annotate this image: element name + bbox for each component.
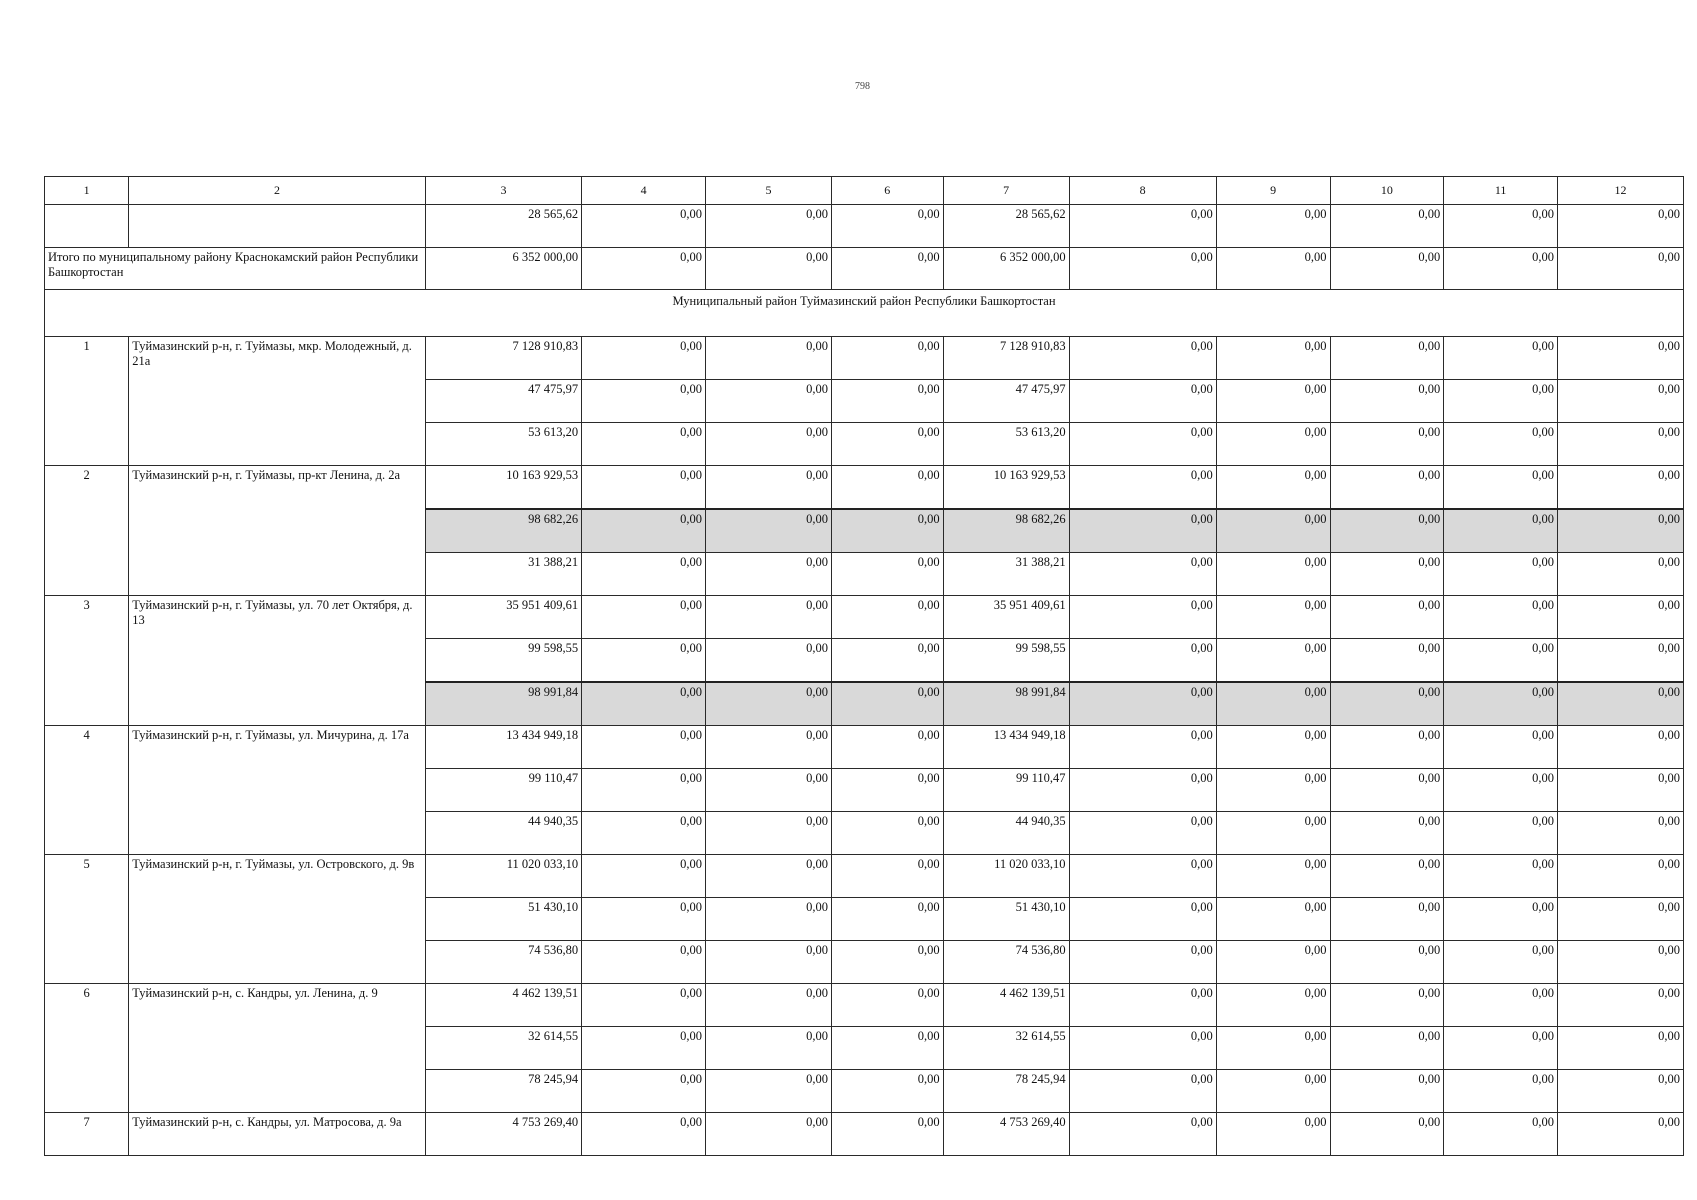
value-cell: 0,00 — [831, 1113, 943, 1156]
value-cell: 0,00 — [1444, 682, 1558, 726]
value-cell: 0,00 — [582, 596, 706, 639]
value-cell: 0,00 — [1069, 337, 1216, 380]
row-number-cell: 6 — [45, 984, 129, 1113]
table-row — [45, 466, 1684, 510]
address-cell: Туймазинский р-н, г. Туймазы, ул. Мичурина, д. 17а — [129, 726, 426, 855]
value-cell: 0,00 — [1558, 812, 1684, 855]
value-cell: 0,00 — [1216, 898, 1330, 941]
value-cell: 0,00 — [1444, 509, 1558, 553]
value-cell: 0,00 — [831, 1070, 943, 1113]
value-cell: 0,00 — [1069, 248, 1216, 290]
value-cell: 0,00 — [1558, 855, 1684, 898]
value-cell: 0,00 — [1444, 596, 1558, 639]
value-cell: 0,00 — [706, 1027, 832, 1070]
value-cell: 0,00 — [1444, 553, 1558, 596]
value-cell: 0,00 — [1216, 639, 1330, 683]
value-cell: 0,00 — [1069, 553, 1216, 596]
value-cell: 0,00 — [1330, 553, 1444, 596]
column-header: 1 — [45, 177, 129, 205]
value-cell: 0,00 — [1558, 639, 1684, 683]
value-cell: 98 991,84 — [425, 682, 581, 726]
value-cell: 0,00 — [706, 726, 832, 769]
value-cell: 0,00 — [582, 248, 706, 290]
value-cell: 99 598,55 — [425, 639, 581, 683]
value-cell: 0,00 — [582, 205, 706, 248]
value-cell: 0,00 — [1444, 855, 1558, 898]
value-cell: 0,00 — [1216, 248, 1330, 290]
table-row — [45, 596, 1684, 639]
value-cell: 0,00 — [831, 509, 943, 553]
value-cell: 0,00 — [1558, 509, 1684, 553]
data-table — [44, 176, 1684, 1156]
value-cell: 0,00 — [1216, 1027, 1330, 1070]
value-cell: 0,00 — [1558, 984, 1684, 1027]
value-cell: 0,00 — [1444, 639, 1558, 683]
value-cell: 0,00 — [582, 1027, 706, 1070]
row-number-cell: 4 — [45, 726, 129, 855]
district-total-label: Итого по муниципальному району Краснокамский район Республики Башкортостан — [45, 248, 426, 290]
value-cell: 0,00 — [582, 984, 706, 1027]
value-cell: 28 565,62 — [943, 205, 1069, 248]
value-cell: 74 536,80 — [425, 941, 581, 984]
value-cell: 99 598,55 — [943, 639, 1069, 683]
value-cell: 0,00 — [1216, 509, 1330, 553]
value-cell: 0,00 — [1330, 466, 1444, 510]
value-cell: 0,00 — [582, 639, 706, 683]
value-cell: 0,00 — [831, 941, 943, 984]
address-cell: Туймазинский р-н, г. Туймазы, ул. 70 лет Октября, д. 13 — [129, 596, 426, 726]
value-cell: 0,00 — [1558, 423, 1684, 466]
value-cell: 53 613,20 — [943, 423, 1069, 466]
carry-over-row — [45, 205, 1684, 248]
value-cell: 51 430,10 — [425, 898, 581, 941]
value-cell: 0,00 — [1330, 509, 1444, 553]
value-cell: 0,00 — [831, 337, 943, 380]
value-cell: 0,00 — [1330, 380, 1444, 423]
value-cell: 78 245,94 — [943, 1070, 1069, 1113]
value-cell: 0,00 — [1444, 337, 1558, 380]
value-cell: 0,00 — [1216, 769, 1330, 812]
value-cell: 0,00 — [706, 248, 832, 290]
value-cell: 0,00 — [1330, 639, 1444, 683]
value-cell: 0,00 — [582, 941, 706, 984]
value-cell: 0,00 — [706, 812, 832, 855]
value-cell: 11 020 033,10 — [425, 855, 581, 898]
value-cell: 0,00 — [1558, 769, 1684, 812]
column-header: 3 — [425, 177, 581, 205]
value-cell: 0,00 — [1216, 1070, 1330, 1113]
value-cell: 0,00 — [1558, 898, 1684, 941]
value-cell: 0,00 — [1444, 984, 1558, 1027]
value-cell: 0,00 — [1558, 248, 1684, 290]
value-cell: 0,00 — [1330, 337, 1444, 380]
value-cell: 0,00 — [1330, 984, 1444, 1027]
value-cell: 32 614,55 — [943, 1027, 1069, 1070]
value-cell: 10 163 929,53 — [425, 466, 581, 510]
value-cell: 0,00 — [1558, 337, 1684, 380]
value-cell: 0,00 — [1558, 596, 1684, 639]
value-cell: 0,00 — [1216, 553, 1330, 596]
value-cell: 0,00 — [831, 682, 943, 726]
value-cell: 0,00 — [1069, 466, 1216, 510]
value-cell: 0,00 — [1330, 423, 1444, 466]
value-cell: 0,00 — [1330, 596, 1444, 639]
column-header: 5 — [706, 177, 832, 205]
value-cell: 0,00 — [1444, 466, 1558, 510]
value-cell: 0,00 — [1216, 1113, 1330, 1156]
value-cell: 0,00 — [1216, 596, 1330, 639]
value-cell: 7 128 910,83 — [425, 337, 581, 380]
value-cell: 98 682,26 — [943, 509, 1069, 553]
value-cell: 0,00 — [1216, 337, 1330, 380]
value-cell: 0,00 — [831, 855, 943, 898]
value-cell: 0,00 — [582, 769, 706, 812]
value-cell: 98 682,26 — [425, 509, 581, 553]
value-cell: 0,00 — [706, 941, 832, 984]
value-cell: 0,00 — [1444, 205, 1558, 248]
value-cell: 0,00 — [831, 639, 943, 683]
value-cell: 0,00 — [831, 248, 943, 290]
value-cell: 4 753 269,40 — [943, 1113, 1069, 1156]
value-cell: 0,00 — [1069, 1113, 1216, 1156]
row-number-cell: 3 — [45, 596, 129, 726]
value-cell: 0,00 — [706, 682, 832, 726]
value-cell: 28 565,62 — [425, 205, 581, 248]
value-cell: 0,00 — [1444, 941, 1558, 984]
row-number-cell: 7 — [45, 1113, 129, 1156]
value-cell: 0,00 — [706, 380, 832, 423]
value-cell: 4 753 269,40 — [425, 1113, 581, 1156]
value-cell: 0,00 — [706, 769, 832, 812]
value-cell: 0,00 — [1069, 509, 1216, 553]
value-cell: 0,00 — [1330, 726, 1444, 769]
value-cell: 0,00 — [1216, 682, 1330, 726]
value-cell: 0,00 — [1069, 812, 1216, 855]
value-cell: 0,00 — [1558, 726, 1684, 769]
value-cell: 0,00 — [1558, 682, 1684, 726]
value-cell: 32 614,55 — [425, 1027, 581, 1070]
value-cell: 0,00 — [1069, 726, 1216, 769]
value-cell: 10 163 929,53 — [943, 466, 1069, 510]
value-cell: 0,00 — [582, 337, 706, 380]
value-cell: 0,00 — [1558, 553, 1684, 596]
address-cell: Туймазинский р-н, г. Туймазы, мкр. Молодежный, д. 21а — [129, 337, 426, 466]
section-header-row — [45, 290, 1684, 337]
value-cell: 0,00 — [1216, 812, 1330, 855]
value-cell: 99 110,47 — [425, 769, 581, 812]
district-total-row — [45, 248, 1684, 290]
column-header: 2 — [129, 177, 426, 205]
value-cell: 51 430,10 — [943, 898, 1069, 941]
value-cell: 0,00 — [582, 898, 706, 941]
value-cell: 0,00 — [831, 423, 943, 466]
value-cell: 0,00 — [1444, 423, 1558, 466]
column-header: 7 — [943, 177, 1069, 205]
column-header: 10 — [1330, 177, 1444, 205]
value-cell: 0,00 — [831, 380, 943, 423]
column-header: 6 — [831, 177, 943, 205]
row-number-cell: 1 — [45, 337, 129, 466]
value-cell: 0,00 — [1444, 726, 1558, 769]
value-cell: 0,00 — [1444, 769, 1558, 812]
value-cell: 0,00 — [1216, 984, 1330, 1027]
value-cell: 0,00 — [1330, 1027, 1444, 1070]
column-header: 8 — [1069, 177, 1216, 205]
value-cell: 0,00 — [1558, 941, 1684, 984]
value-cell: 0,00 — [582, 855, 706, 898]
table-row — [45, 855, 1684, 898]
value-cell: 0,00 — [1216, 941, 1330, 984]
value-cell: 0,00 — [706, 984, 832, 1027]
value-cell: 0,00 — [1069, 639, 1216, 683]
value-cell: 47 475,97 — [943, 380, 1069, 423]
value-cell: 0,00 — [1558, 1113, 1684, 1156]
table-body — [45, 177, 1684, 1156]
value-cell: 0,00 — [1558, 466, 1684, 510]
value-cell: 0,00 — [1216, 380, 1330, 423]
value-cell: 31 388,21 — [425, 553, 581, 596]
value-cell: 13 434 949,18 — [425, 726, 581, 769]
value-cell: 0,00 — [1330, 1113, 1444, 1156]
value-cell: 0,00 — [706, 1070, 832, 1113]
value-cell: 0,00 — [1558, 380, 1684, 423]
value-cell: 0,00 — [1330, 855, 1444, 898]
value-cell: 6 352 000,00 — [425, 248, 581, 290]
column-header: 12 — [1558, 177, 1684, 205]
value-cell: 0,00 — [1444, 1070, 1558, 1113]
row-number-cell: 2 — [45, 466, 129, 596]
value-cell: 4 462 139,51 — [425, 984, 581, 1027]
value-cell: 0,00 — [831, 812, 943, 855]
value-cell: 0,00 — [1216, 855, 1330, 898]
address-cell: Туймазинский р-н, г. Туймазы, пр-кт Ленина, д. 2а — [129, 466, 426, 596]
value-cell: 98 991,84 — [943, 682, 1069, 726]
table-row — [45, 984, 1684, 1027]
value-cell: 0,00 — [1444, 812, 1558, 855]
value-cell: 74 536,80 — [943, 941, 1069, 984]
value-cell: 0,00 — [1330, 941, 1444, 984]
value-cell: 11 020 033,10 — [943, 855, 1069, 898]
value-cell: 0,00 — [1330, 898, 1444, 941]
address-cell: Туймазинский р-н, с. Кандры, ул. Матросова, д. 9а — [129, 1113, 426, 1156]
value-cell: 78 245,94 — [425, 1070, 581, 1113]
value-cell: 0,00 — [831, 769, 943, 812]
value-cell: 0,00 — [1069, 596, 1216, 639]
value-cell: 0,00 — [831, 596, 943, 639]
value-cell: 0,00 — [1069, 769, 1216, 812]
table-row — [45, 1113, 1684, 1156]
value-cell: 7 128 910,83 — [943, 337, 1069, 380]
value-cell: 0,00 — [706, 205, 832, 248]
value-cell: 4 462 139,51 — [943, 984, 1069, 1027]
value-cell: 44 940,35 — [943, 812, 1069, 855]
value-cell: 6 352 000,00 — [943, 248, 1069, 290]
value-cell: 0,00 — [582, 1070, 706, 1113]
value-cell: 0,00 — [1069, 205, 1216, 248]
value-cell: 0,00 — [831, 984, 943, 1027]
value-cell: 0,00 — [1069, 1070, 1216, 1113]
value-cell: 0,00 — [582, 812, 706, 855]
value-cell: 0,00 — [582, 682, 706, 726]
value-cell: 0,00 — [1330, 812, 1444, 855]
value-cell: 0,00 — [1444, 248, 1558, 290]
value-cell: 0,00 — [582, 466, 706, 510]
empty-cell — [45, 205, 129, 248]
value-cell: 0,00 — [1444, 898, 1558, 941]
value-cell: 47 475,97 — [425, 380, 581, 423]
address-cell: Туймазинский р-н, с. Кандры, ул. Ленина, д. 9 — [129, 984, 426, 1113]
value-cell: 0,00 — [831, 898, 943, 941]
value-cell: 35 951 409,61 — [425, 596, 581, 639]
row-number-cell: 5 — [45, 855, 129, 984]
column-header: 11 — [1444, 177, 1558, 205]
value-cell: 0,00 — [1330, 682, 1444, 726]
value-cell: 0,00 — [1069, 941, 1216, 984]
column-header: 9 — [1216, 177, 1330, 205]
value-cell: 0,00 — [582, 423, 706, 466]
value-cell: 0,00 — [831, 726, 943, 769]
value-cell: 0,00 — [1558, 205, 1684, 248]
column-number-row — [45, 177, 1684, 205]
value-cell: 0,00 — [706, 1113, 832, 1156]
empty-cell — [129, 205, 426, 248]
table-row — [45, 726, 1684, 769]
value-cell: 0,00 — [582, 1113, 706, 1156]
value-cell: 0,00 — [706, 639, 832, 683]
value-cell: 0,00 — [1444, 1027, 1558, 1070]
section-title: Муниципальный район Туймазинский район Республики Башкортостан — [45, 290, 1684, 337]
value-cell: 35 951 409,61 — [943, 596, 1069, 639]
value-cell: 0,00 — [831, 553, 943, 596]
page-number: 798 — [855, 81, 870, 92]
address-cell: Туймазинский р-н, г. Туймазы, ул. Островского, д. 9в — [129, 855, 426, 984]
value-cell: 0,00 — [706, 509, 832, 553]
value-cell: 0,00 — [582, 509, 706, 553]
column-header: 4 — [582, 177, 706, 205]
value-cell: 44 940,35 — [425, 812, 581, 855]
value-cell: 0,00 — [706, 596, 832, 639]
value-cell: 0,00 — [1216, 466, 1330, 510]
value-cell: 0,00 — [1216, 205, 1330, 248]
value-cell: 99 110,47 — [943, 769, 1069, 812]
value-cell: 0,00 — [1069, 423, 1216, 466]
value-cell: 0,00 — [706, 855, 832, 898]
value-cell: 0,00 — [582, 553, 706, 596]
value-cell: 0,00 — [1330, 769, 1444, 812]
value-cell: 0,00 — [1069, 380, 1216, 423]
value-cell: 0,00 — [1444, 380, 1558, 423]
value-cell: 0,00 — [706, 337, 832, 380]
value-cell: 0,00 — [582, 726, 706, 769]
value-cell: 0,00 — [706, 553, 832, 596]
value-cell: 13 434 949,18 — [943, 726, 1069, 769]
value-cell: 0,00 — [1330, 205, 1444, 248]
value-cell: 0,00 — [1069, 1027, 1216, 1070]
value-cell: 0,00 — [1558, 1070, 1684, 1113]
value-cell: 0,00 — [831, 1027, 943, 1070]
value-cell: 0,00 — [1330, 1070, 1444, 1113]
table-row — [45, 337, 1684, 380]
value-cell: 0,00 — [1069, 984, 1216, 1027]
value-cell: 0,00 — [1069, 682, 1216, 726]
value-cell: 0,00 — [1558, 1027, 1684, 1070]
value-cell: 0,00 — [582, 380, 706, 423]
value-cell: 0,00 — [706, 423, 832, 466]
value-cell: 0,00 — [1069, 855, 1216, 898]
value-cell: 31 388,21 — [943, 553, 1069, 596]
value-cell: 53 613,20 — [425, 423, 581, 466]
value-cell: 0,00 — [706, 898, 832, 941]
value-cell: 0,00 — [1216, 726, 1330, 769]
value-cell: 0,00 — [831, 466, 943, 510]
value-cell: 0,00 — [831, 205, 943, 248]
value-cell: 0,00 — [706, 466, 832, 510]
value-cell: 0,00 — [1069, 898, 1216, 941]
value-cell: 0,00 — [1216, 423, 1330, 466]
value-cell: 0,00 — [1444, 1113, 1558, 1156]
table-wrapper — [44, 176, 1684, 1156]
value-cell: 0,00 — [1330, 248, 1444, 290]
